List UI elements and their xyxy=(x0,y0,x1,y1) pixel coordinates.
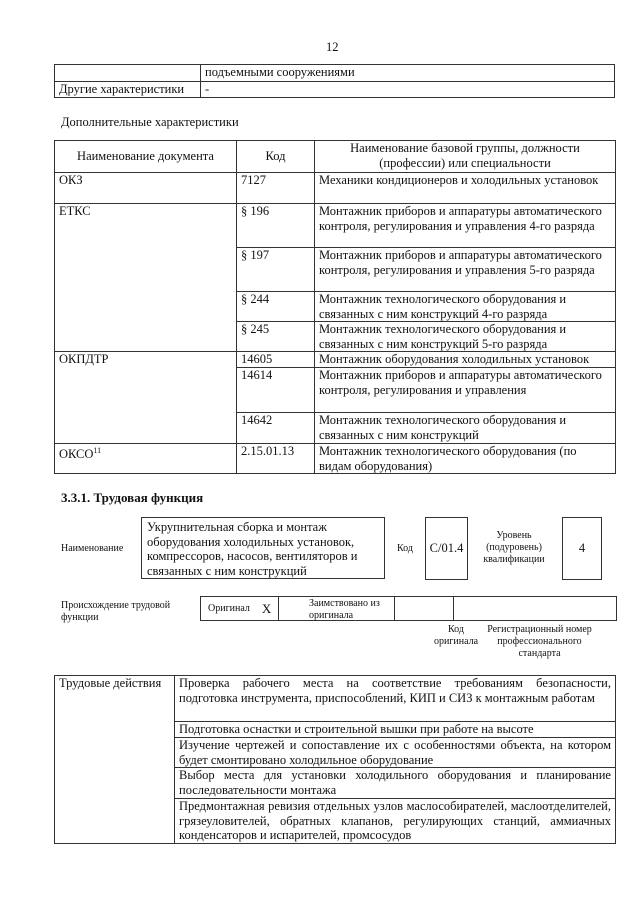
doc-name: ОКСО xyxy=(59,447,94,462)
code-cell: § 245 xyxy=(237,322,315,352)
doc-cell: ЕТКС xyxy=(55,204,237,352)
doc-cell: ОКЗ xyxy=(55,173,237,204)
header-name: Наименование базовой группы, должности (профессии) или специальности xyxy=(315,141,616,173)
code-cell: § 197 xyxy=(237,248,315,292)
table-row xyxy=(55,352,616,368)
table-row xyxy=(55,173,616,204)
code-label: Код xyxy=(397,543,413,554)
name-cell: Монтажник приборов и аппаратуры автоматического контроля, регулирования и управления 5-го разряда xyxy=(315,248,616,292)
original-label: Оригинал xyxy=(208,602,250,614)
other-value: - xyxy=(201,82,615,98)
actions-table xyxy=(54,675,616,844)
action-item: Изучение чертежей и сопоставление их с особенностями объекта, на котором будет смонтировано холодильное оборудование xyxy=(175,738,616,768)
name-cell: Монтажник приборов и аппаратуры автоматического контроля, регулирования и управления 4-го разряда xyxy=(315,204,616,248)
orig-code-cell[interactable] xyxy=(394,596,454,621)
code-cell: 7127 xyxy=(237,173,315,204)
code-cell: § 244 xyxy=(237,292,315,322)
name-cell: Монтажник технологического оборудования и связанных с ним конструкций xyxy=(315,413,616,444)
name-cell: Монтажник технологического оборудования и связанных с ним конструкций 5-го разряда xyxy=(315,322,616,352)
action-item: Предмонтажная ревизия отдельных узлов маслособирателей, маслоотделителей, грязеуловителей, обратных клапанов, регулирующих станций, аммиачных конденсаторов и испарителей, промсосудов xyxy=(175,799,616,844)
code-value: C/01.4 xyxy=(425,517,468,580)
original-cell[interactable] xyxy=(200,596,279,621)
action-item: Проверка рабочего места на соответствие требованиям безопасности, подготовка инструмента, приспособлений, КИП и СИЗ к монтажным работам xyxy=(175,676,616,722)
function-heading: 3.3.1. Трудовая функция xyxy=(61,490,204,505)
continued-text: подъемными сооружениями xyxy=(201,65,615,82)
page-number: 12 xyxy=(326,40,339,54)
original-mark: X xyxy=(261,600,272,616)
code-cell: 14642 xyxy=(237,413,315,444)
action-item: Выбор места для установки холодильного оборудования и планирование последовательности монтажа xyxy=(175,768,616,799)
additional-title: Дополнительные характеристики xyxy=(61,115,239,129)
other-label: Другие характеристики xyxy=(55,82,201,98)
top-table xyxy=(54,64,615,98)
level-label: Уровень (подуровень) квалификации xyxy=(483,530,545,565)
empty-cell xyxy=(55,65,201,82)
code-cell: 14614 xyxy=(237,368,315,413)
code-cell: 2.15.01.13 xyxy=(237,444,315,474)
name-cell: Монтажник приборов и аппаратуры автоматического контроля, регулирования и управления xyxy=(315,368,616,413)
level-value: 4 xyxy=(562,517,602,580)
actions-label: Трудовые действия xyxy=(55,676,175,844)
name-label: Наименование xyxy=(61,543,124,554)
name-cell: Монтажник оборудования холодильных установок xyxy=(315,352,616,368)
additional-table xyxy=(54,140,616,474)
doc-cell: ОКПДТР xyxy=(55,352,237,444)
name-cell: Монтажник технологического оборудования и связанных с ним конструкций 4-го разряда xyxy=(315,292,616,322)
table-row xyxy=(55,444,616,474)
orig-code-label: Код оригинала xyxy=(433,624,479,647)
doc-cell xyxy=(55,444,237,474)
name-value: Укрупнительная сборка и монтаж оборудования холодильных установок, компрессоров, насосов, вентиляторов и связанных с ним конструкций xyxy=(141,517,385,579)
reg-number-cell[interactable] xyxy=(453,596,617,621)
origin-label: Происхождение трудовой функции xyxy=(61,600,171,623)
footnote-ref: 11 xyxy=(93,446,102,455)
borrowed-cell[interactable]: Заимствовано из оригинала xyxy=(278,596,395,621)
action-item: Подготовка оснастки и строительной вышки при работе на высоте xyxy=(175,722,616,738)
code-cell: § 196 xyxy=(237,204,315,248)
header-code: Код xyxy=(237,141,315,173)
code-cell: 14605 xyxy=(237,352,315,368)
name-cell: Монтажник технологического оборудования (по видам оборудования) xyxy=(315,444,616,474)
reg-number-label: Регистрационный номер профессионального стандарта xyxy=(487,624,592,659)
name-cell: Механики кондиционеров и холодильных установок xyxy=(315,173,616,204)
table-row xyxy=(55,204,616,248)
header-doc: Наименование документа xyxy=(55,141,237,173)
